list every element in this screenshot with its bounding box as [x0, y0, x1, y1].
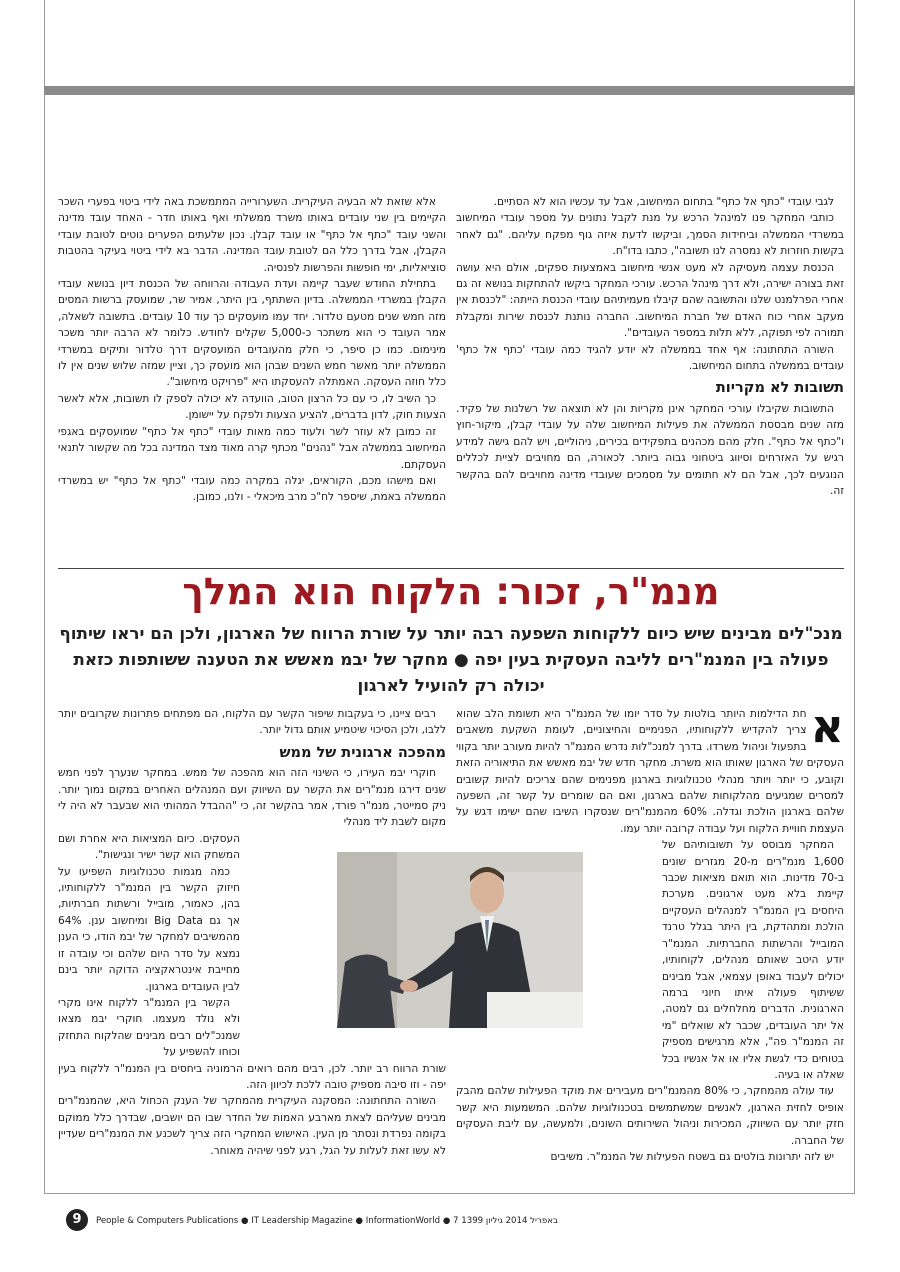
top-bar [44, 86, 855, 95]
paragraph: זה כמובן לא עוזר לשר ולעוד כמה מאות עובדי "כתף אל כתף" שמועסקים באגפי המיחשוב בממשלה אבל "נהנים" מכתף קרה מאוד מצד המדינה בכל מה שקשור לתנאי העסקתם. [58, 425, 446, 471]
page-number: 9 [66, 1209, 88, 1231]
article-headline: מנמ"ר, זכור: הלקוח הוא המלך [182, 570, 720, 613]
drop-cap: א [810, 699, 844, 753]
paragraph: כותבי המחקר פנו למינהל הרכש על מנת לקבל נתונים על מספר עובדי המיחשוב במשרדי הממשלה וביחידות הסמך, וביקשו לדעת איזה גוף מפקח עליהם. "גם לאחר בקשות חוזרות לא נמסרה לנו תשובה", כתבו בדו"ח. [456, 212, 844, 258]
handshake-illustration [337, 852, 583, 1028]
top-article-right-column [456, 194, 844, 499]
footer-text: People & Computers Publications ● IT Leadership Magazine ● InformationWorld ● 7 באפריל 2014 גיליון 1399 [96, 1216, 558, 1226]
section-heading: תשובות לא מקריות [715, 380, 844, 397]
paragraph: השורה התחתונה: אף אחד בממשלה לא יודע להגיד כמה עובדי 'כתף אל כתף' עובדים בממשלה בתחום המיחשוב. [456, 343, 844, 373]
subhead-line: יכולה רק להועיל לארגון [357, 675, 545, 695]
paragraph: השורה התחתונה: המסקנה העיקרית מהמחקר של הענק הכחול היא, שהמנמ"רים מבינים שעליהם לצאת מארבע האמות של החדר שבו הם יושבים, שבדרך כלל ממוקם בקומה נפרדת ונסתר מן העין. האישוש המחקרי הזה צריך לשכנע את המנמ"רים שעדיין לא עשו זאת לעלות על הגל, רגע לפני שיהיה מאוחר. [58, 1095, 446, 1157]
handshake-photo [337, 852, 583, 1028]
paragraph: העסקים. כיום המציאות היא אחרת ושם המשחק הוא קשר ישיר ונגישות". [58, 832, 240, 862]
paragraph: לגבי עובדי "כתף אל כתף" בתחום המיחשוב, אבל עד עכשיו הוא לא הסתיים. [493, 196, 834, 208]
top-article-left-column [58, 194, 446, 506]
paragraph: הקשר בין המנמ"ר ללקוח אינו מקרי ולא נולד מעצמו. חוקרי יבמ מצאו שמנכ"לים רבים מבינים שהלקוח התחזק וכוחו להשפיע על [58, 996, 240, 1059]
article-subheadline [58, 620, 844, 698]
paragraph: הכנסת עצמה מעסיקה לא מעט אנשי מיחשוב באמצעות ספקים, אולם היא עושה זאת בצורה ישירה, ולא דרך מינהל הרכש. עורכי המחקר ביקשו להתחקות בנושא זה גם אחרי הפרלמנט שלנו והתשובה שהם קיבלו מעמיתיהם עובדי הכנסת הייתה: "לכנסת אין מעקב אחרי כוח האדם של חברת המיחשוב. החברה נותנת לכנסת שירות ומקבלת תמורה לפי תפוקה, ללא תלות במספר העובדים". [456, 261, 844, 340]
paragraph: ואם מישהו מכם, הקוראים, יגלה במקרה כמה עובדי "כתף אל כתף" יש במשרדי הממשלה באמת, שיספר לח"כ מרב מיכאלי - ולנו, כמובן. [58, 474, 446, 504]
paragraph: כמה מגמות טכנולוגיות השפיעו על חיזוק הקשר בין המנמ"ר ללקוחותיו, בהן, כאמור, מובייל ורשתות חברתיות, אך גם Big Data ומיחשוב ענן. 64% מהמשיבים למחקר של יבמ הודו, כי הענן נמצא על סדר היום שלהם וכי עובדה זו מחייבת אינטראקציה הדוקה יותר בינם לבין העובדים בארגון. [58, 865, 240, 993]
article-separator [58, 568, 844, 569]
paragraph: חוקרי יבמ העירו, כי השינוי הזה הוא מהפכה של ממש. במחקר שנערך לפני חמש שנים דירגו מנמ"רים את הקשר עם השיווק ועם המנהלים האחרים במקום נמוך יותר. ניק סמייטר, מנמ"ר פורד, אמר בהקשר זה, כי "ההבדל המהותי הוא שבעבר לא היה לי מקום לשבת ליד מנהלי [58, 767, 446, 829]
paragraph: בתחילת החודש שעבר קיימה ועדת העבודה והרווחה של הכנסת דיון בנושא עובדי הקבלן במשרדי הממשלה. בדיון השתתף, בין היתר, אמיר שר, שמועסק ברשות המסים מזה חמש שנים מטעם טלדור. יחד עמו מועסקים כך עוד 10 עובדים. בתשובה לשאלה, אמר העובד כי הוא משתכר כ-5,000 שקלים לחודש. כלומר לא הרבה יותר משכר מינימום. כמו כן סיפר, כי חלק מהעובדים המועסקים דרך טלדור ותיקים במשרדי הממשלה יותר מאשר חמש השנים שבהן הוא מועסק כך, וציין שמזה שלוש שנים אין לו כלל חוזה העסקה. האמתלה להעסקתו היא "פרויקט מיחשוב". [58, 278, 446, 389]
paragraph: חת הדילמות היותר בולטות על סדר יומו של המנמ"ר היא תשומת הלב שהוא צריך להקדיש ללקוחותיו, הפנימיים והחיצוניים, לעומת השקעת משאבים בתפעול וניהול משרדו. בדרך למנכ"לות נדרש המנמ"ר להיות מעורב יותר בקווי העסקים של הארגון שאותו הוא משרת. מחקר חדש של יבמ מאשש את התיאוריה הזאת וקובע, כי יותר ויותר מנהלי טכנולוגיות בארגון מפנימים שהם צריכים להיות קשובים למסרים שמגיעים מהלקוחות שלהם בארגון, ואם הם שומרים על קשר זה, השפעה שלהם בארגון הולכת וגדלה. 60% מהמנמ"רים שנסקרו השיבו שהם ישימו דגש על העצמת חוויית הלקוח ועל עבודה קרובה יותר עמו. [456, 708, 844, 835]
subhead-line: מנכ"לים מבינים שיש כיום ללקוחות השפעה רבה יותר על שורת הרווח של הארגון, ולכן הם יראו שיתוף [59, 623, 843, 643]
paragraph: שורת הרווח רב יותר. לכן, רבים מהם רואים הרמוניה ביחסים בין המנמ"ר ללקוח בעין יפה - וזו סיבה מספיק טובה ללכת לכיוון הזה. [58, 1062, 446, 1091]
paragraph: המחקר מבוסס על תשובותיהם של 1,600 מנמ"רים מ-20 מגזרים שונים ב-70 מדינות. הוא תואם מציאות שכבר קיימת בלא מעט ארגונים. מערכת היחסים בין המנמ"ר למנהלים העסקיים הולכת ומתהדקת, בין היתר בגלל טרנד המובייל והרשתות החברתיות. המנמ"ר יודע היטב שאותם מנהלים, לקוחותיו, יכולים לעבוד באופן עצמאי, אבל מבינים ששיתוף פעולה איתו חיוני ברמה הארגונית. הדברים מחלחלים גם למטה, אל יתר העובדים, שכבר לא שואלים "מי זה המנמ"ר פה", אלא מרגישים מספיק בטוחים כדי לגשת אליו או אל אנשיו בכל שאלה או בעיה. [662, 839, 845, 1081]
paragraph: רבים ציינו, כי בעקבות שיפור הקשר עם הלקוח, הם מפתחים פתרונות שקרובים יותר ללבו, ולכן הסיכוי שיטמיע אותם גדול יותר. [58, 708, 446, 737]
paragraph: אלא שזאת לא הבעיה העיקרית. השערורייה המתמשכת באה לידי ביטוי בפערי השכר הקיימים בין שני עובדים באותו משרד ממשלתי ואף באותו חדר - האחד עובד מדינה והשני עובד "כתף אל כתף" או עובד קבלן. נכון שלעתים הפערים נוטים לטובת עובדי הקבלן, אבל בדרך כלל הם לטובת עובד המדינה. הדבר בא לידי ביטוי בעיקר בהטבות סוציאליות, ימי חופשות והפרשות לפנסיה. [58, 196, 446, 274]
section-heading: מהפכה ארגונית של ממש [279, 744, 446, 761]
paragraph: יש לזה יתרונות בולטים גם בשטח הפעילות של המנמ"ר. משיבים [550, 1150, 834, 1163]
subhead-line: פעולה בין המנמ"רים לליבה העסקית בעין יפה ● מחקר של יבמ מאשש את הטענה ששותפות כזאת [73, 649, 829, 669]
paragraph: עוד עולה מהמחקר, כי 80% מהמנמ"רים מעבירים את מוקד הפעילות שלהם מהבק אופיס לחזית הארגון, לאנשים שמשתמשים בטכנולוגיות שלהם. המשמעות היא קשר חזק יותר עם השיווק, המכירות וניהול השירותים השונים, ולמעשה, עם ליבת העסקים של החברה. [456, 1085, 844, 1147]
paragraph: כך השיב לו, כי עם כל הרצון הטוב, הוועדה לא יכולה לספק לו תשובות, אלא לאשר הצעות חוק, לדון בדברים, להציע הצעות ולפקח על יישומן. [58, 392, 446, 422]
paragraph: התשובות שקיבלו עורכי המחקר אינן מקריות והן לא תוצאה של רשלנות של פקיד. מזה שנים מבססת הממשלה את פעילות המיחשוב שלה על עובדי קבלן, מיקור-חוץ ו"כתף אל כתף". חלק מהם מכהנים בתפקידים בכירים, ניהוליים, ויש להם גישה למידע רגיש על האזרחים וסיווג ביטחוני גבוה ביותר. לכאורה, הם מחויבים לציית לכללים הנוגעים לכך, אבל הם לא חתומים על מסמכים שעובדי מדינה מחויבים להם בהקשר זה. [456, 402, 844, 497]
